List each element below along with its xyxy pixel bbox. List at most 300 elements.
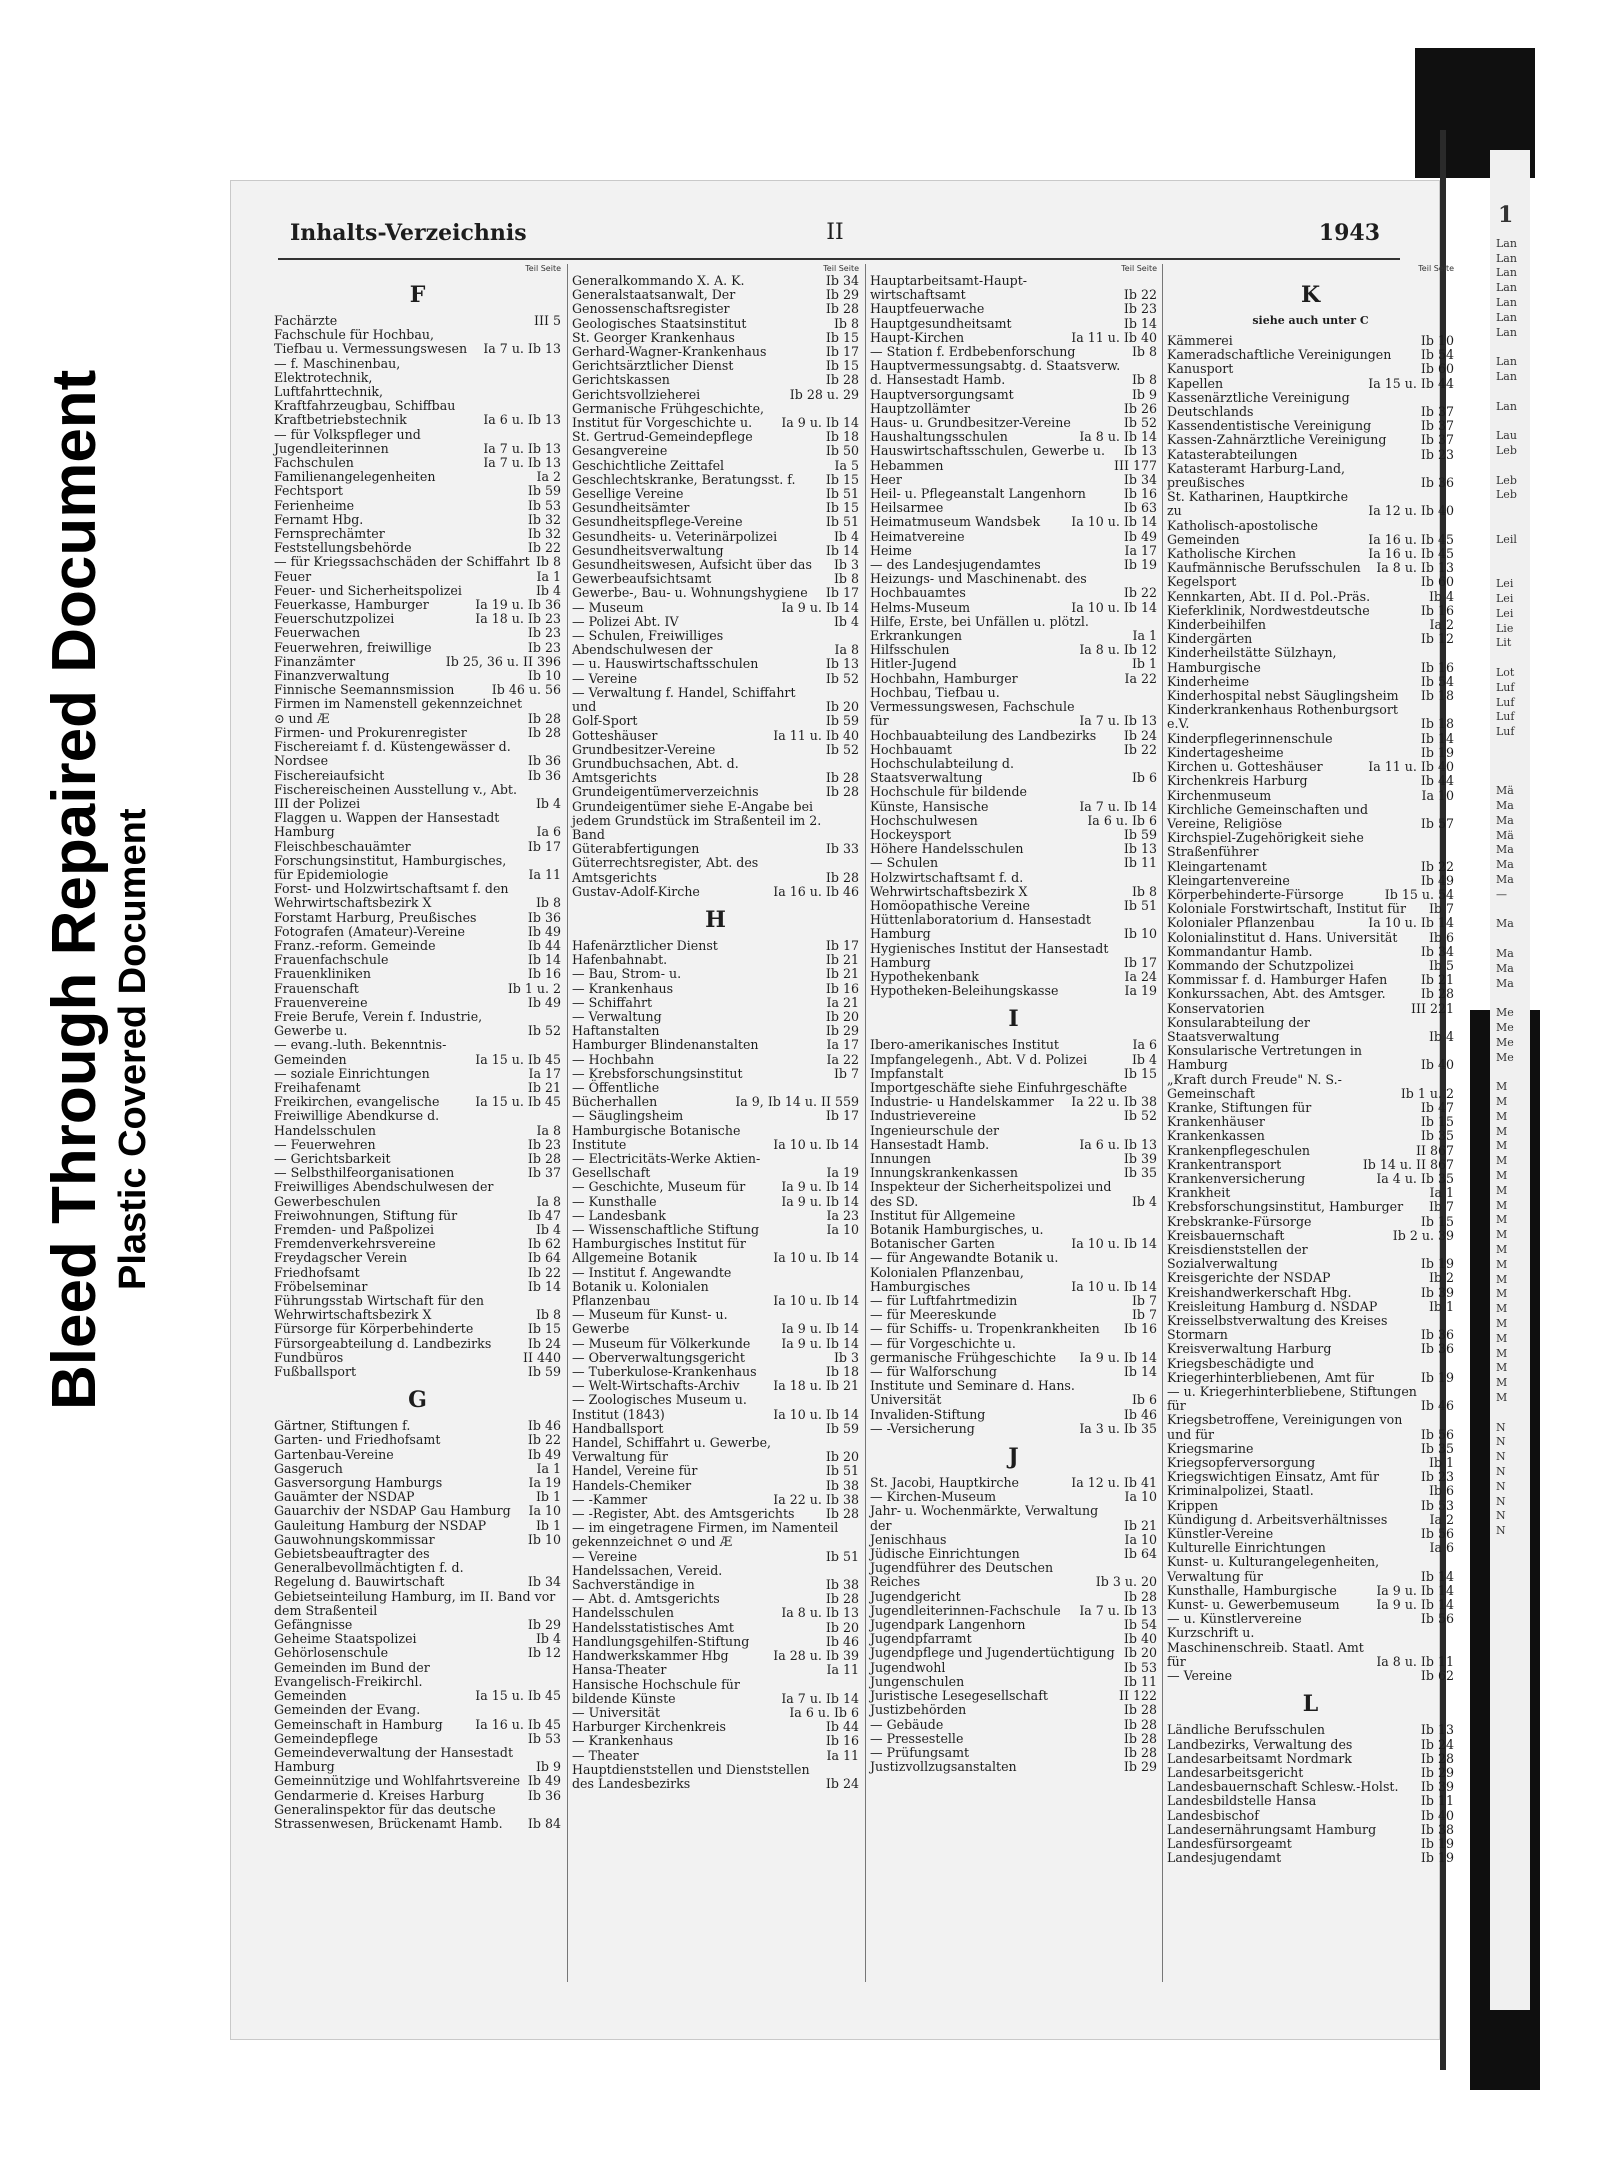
entry-page-ref: Ib 51 — [825, 486, 859, 502]
index-entry — [572, 1493, 859, 1507]
entry-name: Gemeinnützige und Wohlfahrtsvereine — [274, 1773, 521, 1789]
index-entry — [870, 331, 1157, 345]
entry-name: Forstamt Harburg, Preußisches — [274, 909, 477, 925]
index-entry — [1167, 1215, 1454, 1229]
index-entry — [1167, 703, 1454, 731]
entry-name: Gendarmerie d. Kreises Harburg — [274, 1787, 485, 1803]
entry-name: Hauptversorgungsamt — [870, 386, 1014, 402]
entry-page-ref: Ib 53 — [1420, 1497, 1454, 1513]
entry-page-ref: Ib 38 — [825, 1477, 859, 1493]
index-entry — [572, 359, 859, 373]
adjacent-page-entry: M — [1496, 1124, 1508, 1138]
entry-name: Golf-Sport — [572, 713, 638, 729]
entry-page-ref: Ib 34 — [1123, 471, 1157, 487]
adjacent-page-entry — [1490, 903, 1530, 918]
banner-line-bleed-through: Bleed Through Repaired Document — [40, 369, 109, 1410]
index-entry — [572, 1436, 859, 1464]
entry-page-ref: Ib 28 — [1420, 1750, 1454, 1766]
index-entry — [1167, 1499, 1454, 1513]
index-entry — [274, 598, 561, 612]
entry-name: Justizvollzugsanstalten — [870, 1759, 1017, 1775]
index-entry — [870, 615, 1157, 643]
index-entry — [572, 629, 859, 657]
entry-page-ref: Ib 54 — [1123, 1617, 1157, 1633]
index-entry — [274, 612, 561, 626]
index-entry — [274, 1081, 561, 1095]
entry-page-ref: Ib 56 — [1420, 1526, 1454, 1542]
index-entry — [1167, 604, 1454, 618]
index-entry — [572, 1337, 859, 1351]
index-entry — [870, 1476, 1157, 1490]
entry-page-ref: Ib 34 — [825, 273, 859, 288]
adjacent-page-entry: Leb — [1496, 443, 1517, 457]
entry-name: Hamburgisches Institut für Allgemeine Botanik — [572, 1236, 746, 1266]
index-entry — [870, 1038, 1157, 1052]
index-entry — [1167, 462, 1454, 490]
entry-page-ref: Ib 3 — [833, 557, 859, 573]
entry-name: Hafenärztlicher Dienst — [572, 937, 718, 953]
entry-name: Landesernährungsamt Hamburg — [1167, 1821, 1377, 1837]
entry-page-ref: Ib 6 — [1428, 929, 1454, 945]
entry-page-ref: Ib 37 — [527, 1165, 561, 1181]
index-entry — [1167, 590, 1454, 604]
index-entry — [870, 359, 1157, 387]
entry-page-ref: Ib 21 — [1420, 972, 1454, 988]
index-entry — [870, 473, 1157, 487]
index-entry — [1167, 689, 1454, 703]
entry-name: — Vereine — [572, 670, 638, 686]
banner-line-plastic-covered: Plastic Covered Document — [112, 808, 154, 1290]
index-entry — [572, 1365, 859, 1379]
entry-name: Grundeigentümerverzeichnis — [572, 784, 759, 800]
entry-name: Hilfsschulen — [870, 642, 950, 658]
entry-name: Institut für Allgemeine Botanik Hamburgisches, u. Botanischer Garten — [870, 1207, 1044, 1252]
index-entry — [1167, 1823, 1454, 1837]
adjacent-page-entry: N — [1496, 1420, 1506, 1434]
index-entry — [1167, 860, 1454, 874]
index-entry — [870, 1718, 1157, 1732]
entry-page-ref: Ib 18 — [825, 429, 859, 445]
index-entry — [870, 1081, 1157, 1095]
entry-page-ref: Ib 46 — [1420, 1398, 1454, 1414]
entry-page-ref: Ib 28 u. 29 — [789, 386, 859, 402]
entry-name: Fernamt Hbg. — [274, 511, 364, 527]
entry-name: Fürsorgeabteilung d. Landbezirks — [274, 1335, 492, 1351]
entry-page-ref: Ia 6 u. Ib 6 — [1087, 812, 1157, 828]
index-entry — [870, 402, 1157, 416]
entry-name: — Welt-Wirtschafts-Archiv — [572, 1378, 740, 1394]
column-divider — [567, 264, 568, 1982]
entry-name: Katasterabteilungen — [1167, 446, 1298, 462]
index-entry — [274, 1732, 561, 1746]
entry-name: Homöopathische Vereine — [870, 897, 1030, 913]
index-entry — [870, 1703, 1157, 1717]
index-entry — [274, 1476, 561, 1490]
index-entry — [870, 856, 1157, 870]
adjacent-page-entry — [1490, 385, 1530, 400]
entry-name: — Verwaltung f. Handel, Schiffahrt und — [572, 684, 796, 715]
entry-name: Hochbau, Tiefbau u. Vermessungswesen, Fachschule für — [870, 684, 1075, 729]
entry-name: — u. Künstlervereine — [1167, 1611, 1302, 1627]
entry-name: Kreishandwerkerschaft Hbg. — [1167, 1284, 1352, 1300]
entry-page-ref: Ib 15 — [1420, 1213, 1454, 1229]
entry-name: Impfangelegenh., Abt. V d. Polizei — [870, 1051, 1088, 1067]
adjacent-page-entry: M — [1496, 1302, 1508, 1316]
entry-name: Firmen- und Prokurenregister — [274, 724, 467, 740]
entry-name: Kirchliche Gemeinschaften und Vereine, Religiöse — [1167, 801, 1369, 831]
entry-page-ref: Ia 6 u. Ib 6 — [789, 1704, 859, 1720]
entry-name: Fechtsport — [274, 483, 343, 499]
entry-name: Gesundheitsverwaltung — [572, 542, 724, 558]
index-entry — [870, 672, 1157, 686]
entry-page-ref: Ia 6 u. Ib 13 — [483, 412, 561, 428]
entry-page-ref: Ib 15 — [1123, 1065, 1157, 1081]
entry-name: Finanzämter — [274, 653, 356, 669]
entry-name: Krankenversicherung — [1167, 1170, 1306, 1186]
index-entry — [1167, 1229, 1454, 1243]
index-entry — [870, 345, 1157, 359]
entry-page-ref: Ib 22 — [1123, 287, 1157, 303]
index-entry — [1167, 1598, 1454, 1612]
adjacent-page-entry: M — [1496, 1095, 1508, 1109]
index-entry — [870, 1732, 1157, 1746]
entry-name: Gesundheitsämter — [572, 500, 690, 516]
index-entry — [1167, 1115, 1454, 1129]
entry-page-ref: Ib 20 — [825, 1619, 859, 1635]
entry-name: — Polizei Abt. IV — [572, 613, 679, 629]
entry-page-ref: Ia 11 u. Ib 40 — [1368, 759, 1454, 775]
entry-name: Güterabfertigungen — [572, 841, 700, 857]
entry-page-ref: Ib 17 — [825, 585, 859, 601]
adjacent-page-entry: M — [1496, 1198, 1508, 1212]
entry-page-ref: Ib 49 — [527, 1773, 561, 1789]
index-entry — [274, 939, 561, 953]
index-entry — [572, 487, 859, 501]
header-rule — [278, 258, 1400, 260]
index-entry — [572, 1550, 859, 1564]
entry-page-ref: Ia 8 u. Ib 13 — [781, 1605, 859, 1621]
index-entry — [274, 1237, 561, 1251]
index-entry — [1167, 1002, 1454, 1016]
entry-page-ref: Ia 10 u. Ib 14 — [773, 1136, 859, 1152]
entry-page-ref: Ib 21 — [825, 966, 859, 982]
entry-name: Kaufmännische Berufsschulen — [1167, 560, 1361, 576]
entry-name: Jenischhaus — [870, 1531, 947, 1547]
entry-name: Heilsarmee — [870, 500, 944, 516]
entry-name: Jugendführer des Deutschen Reiches — [870, 1560, 1054, 1590]
entry-name: Feststellungsbehörde — [274, 540, 412, 556]
entry-page-ref: Ib 9 — [1131, 386, 1157, 402]
entry-page-ref: Ib 14 u. II 867 — [1362, 1156, 1454, 1172]
entry-page-ref: Ib 15 u. 54 — [1384, 886, 1454, 902]
entry-name: Heer — [870, 471, 902, 487]
index-entry — [1167, 675, 1454, 689]
entry-page-ref: Ia 8 u. Ib 12 — [1079, 642, 1157, 658]
entry-name: — Electricitäts-Werke Aktien-Gesellschaft — [572, 1150, 761, 1181]
entry-page-ref: Ib 14 — [1420, 730, 1454, 746]
index-entry — [870, 984, 1157, 998]
index-entry — [1167, 1780, 1454, 1794]
entry-page-ref: Ib 44 — [1420, 773, 1454, 789]
column-divider — [865, 264, 866, 1982]
index-entry — [870, 970, 1157, 984]
entry-name: Gärtner, Stiftungen f. — [274, 1418, 411, 1434]
index-entry — [572, 530, 859, 544]
index-entry — [572, 544, 859, 558]
index-entry — [1167, 1555, 1454, 1583]
index-entry — [274, 357, 561, 428]
entry-name: Kassendentistische Vereinigung — [1167, 418, 1372, 434]
entry-name: St. Katharinen, Hauptkirche zu — [1167, 489, 1349, 519]
index-entry — [870, 459, 1157, 473]
adjacent-page-entry: M — [1496, 1154, 1508, 1168]
index-entry — [572, 345, 859, 359]
index-page — [230, 180, 1454, 2040]
adjacent-page-entry — [1490, 755, 1530, 770]
index-entry — [572, 1081, 859, 1109]
adjacent-page-entry: Leb — [1496, 473, 1517, 487]
entry-page-ref: Ib 29 — [527, 1617, 561, 1633]
index-entry — [572, 1592, 859, 1606]
index-entry — [572, 388, 859, 402]
entry-name: Gustav-Adolf-Kirche — [572, 883, 700, 899]
side-banner-text — [40, 370, 156, 1410]
index-entry — [274, 854, 561, 882]
entry-name: Geschlechtskranke, Beratungsst. f. — [572, 471, 796, 487]
entry-name: Krankentransport — [1167, 1156, 1282, 1172]
entry-name: Fundbüros — [274, 1349, 344, 1365]
entry-page-ref: Ia 24 — [1124, 968, 1157, 984]
index-entry — [274, 1547, 561, 1590]
index-entry — [870, 1294, 1157, 1308]
index-entry — [1167, 1837, 1454, 1851]
entry-name: Gauleitung Hamburg der NSDAP — [274, 1517, 487, 1533]
entry-page-ref: Ib 53 — [527, 1730, 561, 1746]
entry-page-ref: Ib 19 — [1420, 1835, 1454, 1851]
entry-page-ref: Ib 23 — [1420, 446, 1454, 462]
entry-name: — Station f. Erdbebenforschung — [870, 344, 1076, 360]
entry-name: Kinderkrankenhaus Rothenburgsort e.V. — [1167, 702, 1398, 732]
entry-name: Kunst- u. Kulturangelegenheiten, Verwaltung für — [1167, 1554, 1380, 1584]
entry-page-ref: Ib 16 — [1420, 602, 1454, 618]
entry-name: Gebietsbeauftragter des Generalbevollmächtigten f. d. Regelung d. Bauwirtschaft — [274, 1546, 464, 1590]
index-entry — [870, 1561, 1157, 1589]
entry-page-ref: Ib 22 — [527, 1432, 561, 1448]
entry-page-ref: Ib 44 — [825, 1719, 859, 1735]
column-head-teil-seite: Teil Seite — [525, 264, 561, 273]
entry-page-ref: Ia 9, Ib 14 u. II 559 — [735, 1094, 859, 1110]
entry-page-ref: Ib 17 — [825, 937, 859, 953]
entry-name: Krankheit — [1167, 1185, 1231, 1201]
index-entry — [870, 1490, 1157, 1504]
index-entry — [572, 1706, 859, 1720]
entry-page-ref: Ib 36 — [1420, 1327, 1454, 1343]
entry-name: Gartenbau-Vereine — [274, 1446, 394, 1462]
entry-name: Fischereiamt f. d. Küstengewässer d. Nordsee — [274, 739, 511, 769]
index-entry — [572, 1038, 859, 1052]
index-entry — [1167, 1470, 1454, 1484]
entry-name: Kunsthalle, Hamburgische — [1167, 1582, 1337, 1598]
entry-page-ref: Ib 4 — [1428, 1028, 1454, 1044]
entry-page-ref: Ia 2 — [1429, 1511, 1454, 1527]
index-entry — [1167, 377, 1454, 391]
entry-name: Hitler-Jugend — [870, 656, 957, 672]
entry-name: Kindergärten — [1167, 631, 1253, 647]
entry-page-ref: Ib 7 — [833, 1065, 859, 1081]
entry-name: Haus- u. Grundbesitzer-Vereine — [870, 415, 1071, 431]
index-entry — [274, 1166, 561, 1180]
index-entry — [274, 1266, 561, 1280]
index-entry — [572, 1507, 859, 1521]
index-entry — [572, 1223, 859, 1237]
entry-page-ref: Ib 1 u. 2 — [1400, 1085, 1454, 1101]
index-entry — [274, 1590, 561, 1618]
index-entry — [572, 331, 859, 345]
entry-page-ref: Ia 10 u. Ib 14 — [773, 1406, 859, 1422]
entry-name: — Säuglingsheim — [572, 1108, 684, 1124]
index-entry — [1167, 1766, 1454, 1780]
entry-name: Hüttenlaboratorium d. Hansestadt Hamburg — [870, 912, 1091, 942]
index-entry — [1167, 1073, 1454, 1101]
entry-page-ref: Ia 16 u. Ib 46 — [773, 883, 859, 899]
entry-page-ref: Ib 24 — [527, 1335, 561, 1351]
index-entry — [870, 814, 1157, 828]
index-entry — [1167, 1044, 1454, 1072]
index-column-2 — [572, 264, 859, 1791]
entry-page-ref: Ia 7 u. Ib 14 — [781, 1690, 859, 1706]
entry-name: Handwerkskammer Hbg — [572, 1648, 729, 1664]
index-entry — [870, 388, 1157, 402]
entry-page-ref: Ib 4 — [833, 528, 859, 544]
index-entry — [572, 657, 859, 671]
entry-page-ref: Ib 36 — [1420, 475, 1454, 491]
adjacent-page-entry — [1490, 503, 1530, 518]
entry-name: Hygienisches Institut der Hansestadt Hamburg — [870, 940, 1109, 970]
index-entry — [572, 615, 859, 629]
index-entry — [870, 1533, 1157, 1547]
adjacent-page-entry: Ma — [1496, 947, 1514, 961]
index-entry — [274, 740, 561, 768]
entry-name: Gerichtskassen — [572, 372, 670, 388]
entry-page-ref: Ia 8 u. Ib 11 — [1376, 1653, 1454, 1669]
entry-page-ref: Ib 44 — [527, 937, 561, 953]
entry-page-ref: Ib 28 — [1123, 1702, 1157, 1718]
adjacent-page-entry: M — [1496, 1213, 1508, 1227]
adjacent-page-entry — [1490, 1065, 1530, 1080]
adjacent-page-entry: — — [1496, 887, 1507, 901]
index-entry — [572, 1180, 859, 1194]
entry-name: — für Vorgeschichte u. germanische Frühgeschichte — [870, 1335, 1057, 1365]
adjacent-page-entry: Luf — [1496, 725, 1515, 739]
entry-name: Gauämter der NSDAP — [274, 1489, 415, 1505]
adjacent-page-entry: Lan — [1496, 310, 1517, 324]
index-entry — [870, 1661, 1157, 1675]
adjacent-page-entry: Ma — [1496, 961, 1514, 975]
index-entry — [1167, 1484, 1454, 1498]
index-entry — [274, 1180, 561, 1208]
entry-name: Frauenfachschule — [274, 952, 389, 968]
index-entry — [572, 1393, 859, 1421]
entry-page-ref: Ib 20 — [1123, 1645, 1157, 1661]
entry-page-ref: Ib 14 — [527, 1278, 561, 1294]
entry-name: Güterrechtsregister, Abt. des Amtsgerichts — [572, 855, 759, 885]
entry-name: — für Walforschung — [870, 1364, 997, 1380]
entry-page-ref: Ia 18 u. Ib 21 — [773, 1378, 859, 1394]
entry-page-ref: III 177 — [1114, 457, 1157, 473]
entry-page-ref: Ia 17 — [826, 1037, 859, 1053]
entry-name: Geschichtliche Zeittafel — [572, 457, 725, 473]
index-entry — [870, 1646, 1157, 1660]
index-entry — [1167, 575, 1454, 589]
index-entry — [274, 982, 561, 996]
entry-name: Hauptfeuerwache — [870, 301, 985, 317]
entry-name: — Geschichte, Museum für — [572, 1179, 746, 1195]
entry-page-ref: Ib 35 — [1123, 1165, 1157, 1181]
index-entry — [274, 840, 561, 854]
entry-page-ref: Ib 14 — [527, 952, 561, 968]
entry-page-ref: II 122 — [1119, 1688, 1157, 1704]
entry-page-ref: Ib 39 — [1123, 1150, 1157, 1166]
entry-name: Krankenkassen — [1167, 1128, 1265, 1144]
entry-page-ref: Ia 22 u. Ib 38 — [1071, 1094, 1157, 1110]
index-entry — [1167, 902, 1454, 916]
entry-page-ref: Ia 16 u. Ib 45 — [1368, 546, 1454, 562]
entry-page-ref: Ib 23 — [527, 1136, 561, 1152]
entry-page-ref: Ib 50 — [825, 443, 859, 459]
entry-page-ref: Ib 28 — [527, 710, 561, 726]
entry-name: Kinderhospital nebst Säuglingsheim — [1167, 688, 1399, 704]
entry-page-ref: Ib 37 — [1420, 404, 1454, 420]
entry-name: Krankenhäuser — [1167, 1114, 1265, 1130]
index-entry — [870, 1124, 1157, 1152]
entry-name: Kinderbeihilfen — [1167, 617, 1267, 633]
adjacent-page-entry — [1490, 414, 1530, 429]
entry-name: Jugendleiterinnen-Fachschule — [870, 1602, 1061, 1618]
entry-name: Freiwilliges Abendschulwesen der Gewerbeschulen — [274, 1179, 494, 1209]
entry-page-ref: Ib 36 — [1420, 1341, 1454, 1357]
entry-name: Kündigung d. Arbeitsverhältnisses — [1167, 1511, 1388, 1527]
entry-name: Inspekteur der Sicherheitspolizei und des SD. — [870, 1179, 1112, 1209]
entry-page-ref: Ib 47 — [527, 1207, 561, 1223]
entry-page-ref: Ib 7 — [1131, 1307, 1157, 1323]
adjacent-page-entry: Ma — [1496, 858, 1514, 872]
index-entry — [870, 657, 1157, 671]
index-entry — [274, 1419, 561, 1433]
entry-page-ref: Ia 8 u. Ib 14 — [1079, 429, 1157, 445]
index-entry — [1167, 874, 1454, 888]
entry-name: Höhere Handelsschulen — [870, 841, 1024, 857]
adjacent-page-entry — [1490, 932, 1530, 947]
entry-page-ref: Ia 9 u. Ib 14 — [781, 1321, 859, 1337]
entry-name: Fremden- und Paßpolizei — [274, 1222, 434, 1237]
entry-name: — für Meereskunde — [870, 1307, 997, 1323]
entry-page-ref: Ib 23 — [527, 639, 561, 655]
entry-name: Handelssachen, Vereid. Sachverständige in — [572, 1562, 723, 1593]
index-entry — [274, 1067, 561, 1081]
entry-name: Kriegswichtigen Einsatz, Amt für — [1167, 1469, 1380, 1485]
adjacent-page-entry: Lan — [1496, 369, 1517, 383]
entry-name: Kirchen u. Gotteshäuser — [1167, 759, 1323, 775]
entry-name: — Gerichtsbarkeit — [274, 1150, 391, 1166]
entry-name: — f. Maschinenbau, Elektrotechnik, Luftfahrttechnik, Kraftfahrzeugbau, Schiffbau Kraftbetriebstechnik — [274, 355, 456, 428]
index-entry — [572, 686, 859, 714]
entry-name: Kleingartenvereine — [1167, 872, 1290, 888]
index-entry — [870, 1547, 1157, 1561]
entry-page-ref: Ia 23 — [826, 1207, 859, 1223]
entry-page-ref: Ib 28 — [1123, 1730, 1157, 1746]
entry-page-ref: Ib 40 — [1420, 1807, 1454, 1823]
entry-page-ref: Ib 52 — [825, 670, 859, 686]
